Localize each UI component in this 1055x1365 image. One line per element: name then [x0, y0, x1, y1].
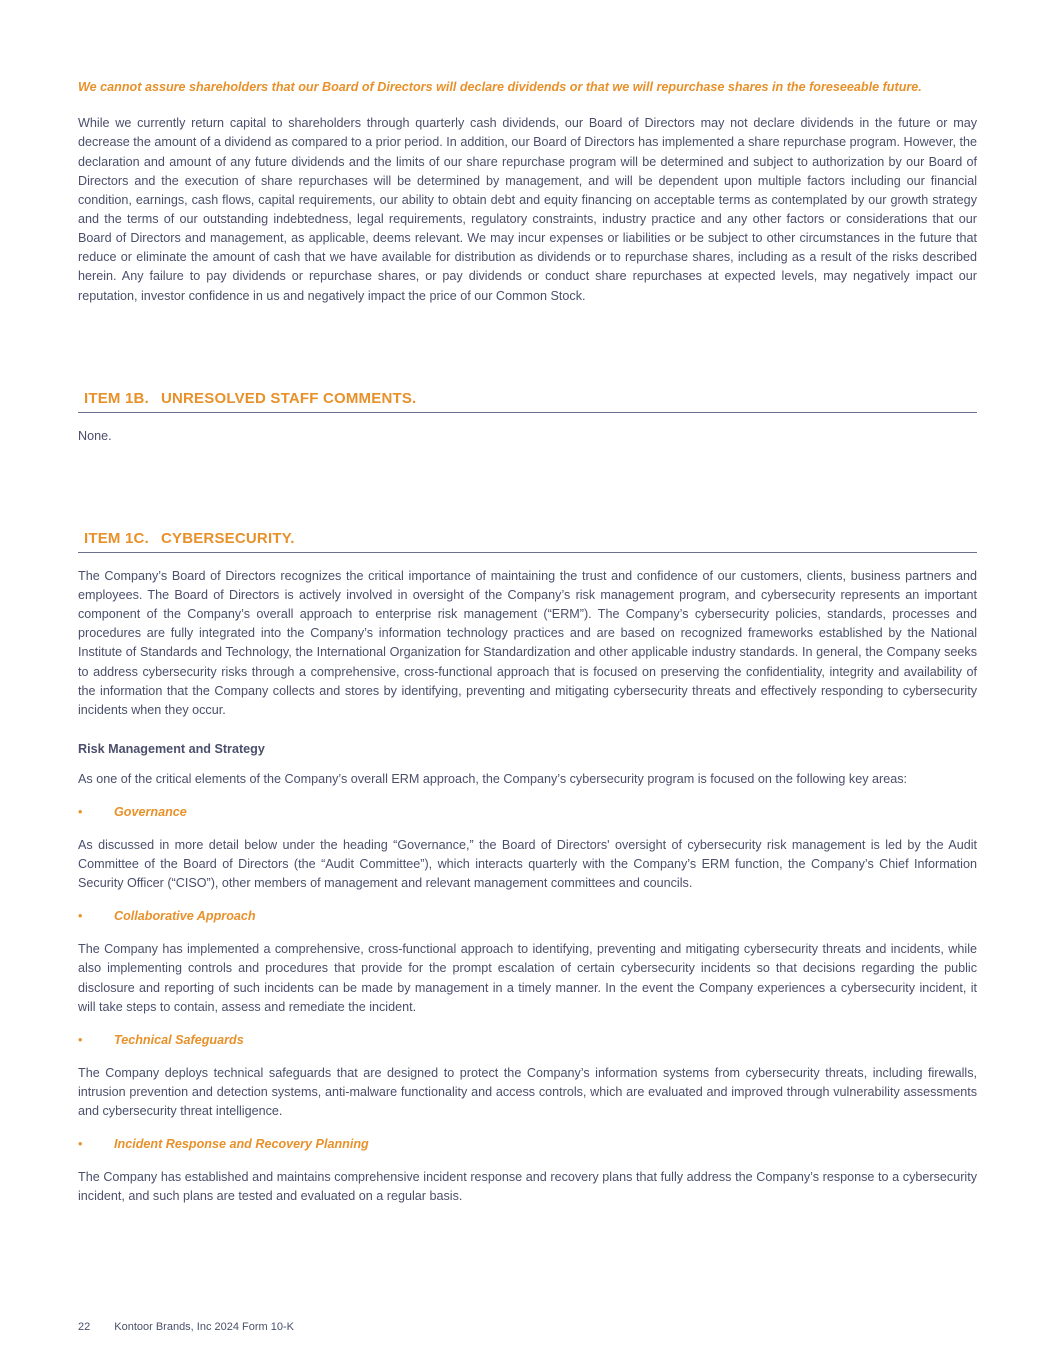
list-item — [78, 1031, 977, 1050]
list-item-body: The Company deploys technical safeguards that are designed to protect the Company’s information systems from cybersecurity threats, including firewalls, intrusion prevention and detection systems, anti-malware functionality and access controls, which are evaluated and improved through vulnerability assessments and cybersecurity threat intelligence. — [78, 1065, 977, 1118]
list-item — [78, 1135, 977, 1154]
section-body-item-1b: None. — [78, 428, 112, 443]
list-item-body: The Company has implemented a comprehensive, cross-functional approach to identifying, preventing and mitigating cybersecurity threats and incidents, while also implementing controls and procedures that provide for the prompt escalation of certain cybersecurity incidents so that decisions regarding the public disclosure and reporting of such incidents can be made by management in a timely manner. In the event the Company experiences a cybersecurity incident, it will take steps to contain, assess and remediate the incident. — [78, 942, 977, 1014]
section-spacer — [78, 460, 977, 496]
list-item-label: Incident Response and Recovery Planning — [114, 1137, 369, 1152]
footer-label: Kontoor Brands, Inc 2024 Form 10-K — [114, 1321, 295, 1333]
section-heading-item-1c — [78, 530, 977, 553]
list-item-label: Technical Safeguards — [114, 1032, 244, 1047]
page-number: 22 — [78, 1321, 91, 1333]
bullet-icon: • — [78, 909, 83, 924]
list-item-body: The Company has established and maintains comprehensive incident response and recovery plans that fully address the Company’s response to a cybersecurity incident, and such plans are tested and evaluated on a regular basis. — [78, 1170, 977, 1204]
bullet-icon: • — [78, 1137, 83, 1152]
section-body-item-1c: The Company’s Board of Directors recognizes the critical importance of maintaining the trust and confidence of our customers, clients, business partners and employees. The Board of Directors is actively involved in oversight of the Company’s risk management program, and cybersecurity represents an important component of the Company’s overall approach to enterprise risk management (“ERM”). The Company’s cybersecurity policies, standards, processes and procedures are fully integrated into the Company’s information technology practices and are based on recognized frameworks established by the National Institute of Standards and Technology, the International Organization for Standardization and other applicable industry standards. In general, the Company seeks to address cybersecurity risks through a comprehensive, cross-functional approach that is focused on preserving the confidentiality, integrity and availability of the information that the Company collects and stores by identifying, preventing and mitigating cybersecurity threats and effectively responding to cybersecurity incidents when they occur. — [78, 568, 977, 717]
list-item-label: Collaborative Approach — [114, 909, 256, 924]
risk-management-intro: As one of the critical elements of the Company’s overall ERM approach, the Company’s cybersecurity program is focused on the following key areas: — [78, 771, 908, 786]
section-number: ITEM 1B. — [84, 389, 149, 407]
risk-factor-heading: We cannot assure shareholders that our Board of Directors will declare dividends or that we will repurchase shares in the foreseeable future. — [78, 80, 922, 94]
list-item — [78, 907, 977, 926]
list-item-label: Governance — [114, 805, 187, 820]
section-heading-item-1b — [78, 390, 977, 413]
risk-factor-paragraph: While we currently return capital to shareholders through quarterly cash dividends, our Board of Directors may not declare dividends in the future or may decrease the amount of a dividend as compared to a prior period. In addition, our Board of Directors has implemented a share repurchase program. However, the declaration and amount of any future dividends and the limits of our share repurchase program will be determined and subject to authorization by our Board of Directors and the execution of share repurchases will be determined by management, and will be dependent upon multiple factors including our financial condition, earnings, cash flows, capital requirements, our ability to obtain debt and equity financing on acceptable terms as contemplated by our growth strategy and the terms of our outstanding indebtedness, legal requirements, regulatory constraints, industry practice and any other factors or considerations that our Board of Directors and management, as applicable, deems relevant. We may incur expenses or liabilities or be subject to other circumstances in the future that reduce or eliminate the amount of cash that we have available for distribution as dividends or to repurchase shares, including as a result of the risks described herein. Any failure to pay dividends or repurchase shares, or pay dividends or conduct share repurchases at expected levels, may negatively impact our reputation, investor confidence in us and negatively impact the price of our Common Stock. — [78, 116, 977, 303]
section-title: CYBERSECURITY. — [160, 529, 295, 547]
section-spacer — [78, 320, 977, 356]
section-number: ITEM 1C. — [84, 529, 149, 547]
page-footer — [78, 1321, 294, 1333]
section-title: UNRESOLVED STAFF COMMENTS. — [160, 389, 417, 407]
bullet-icon: • — [78, 1032, 83, 1047]
list-item — [78, 803, 977, 822]
list-item-body: As discussed in more detail below under the heading “Governance,” the Board of Directors' oversight of cybersecurity risk management is led by the Audit Committee of the Board of Directors (the “Audit Committee”), which interacts quarterly with the Company’s ERM function, the Company’s Chief Information Security Officer (“CISO”), other members of management and relevant management committees and councils. — [78, 837, 977, 891]
bullet-icon: • — [78, 805, 83, 820]
subheading-risk-management: Risk Management and Strategy — [78, 741, 265, 756]
